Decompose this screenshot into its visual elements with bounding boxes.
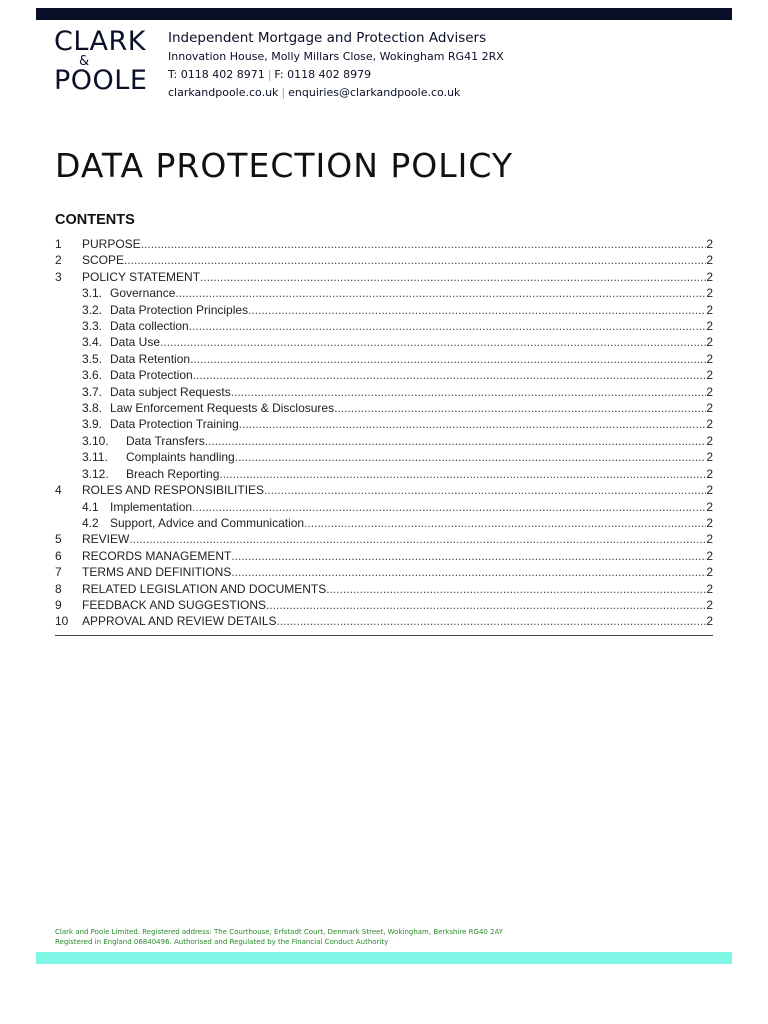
toc-dot-leader — [326, 581, 706, 597]
toc-entry-label: Implementation — [110, 499, 193, 514]
toc-entry-label: Law Enforcement Requests & Disclosures — [110, 401, 335, 416]
toc-dot-leader — [219, 466, 706, 482]
toc-entry-page: 2 — [706, 237, 713, 251]
toc-entry-label: RELATED LEGISLATION AND DOCUMENTS — [82, 581, 327, 596]
toc-entry[interactable] — [55, 433, 713, 449]
toc-entry-number: 1 — [55, 237, 62, 251]
toc-entry[interactable] — [55, 384, 713, 400]
toc-dot-leader — [248, 302, 706, 318]
toc-entry-number: 3.3. — [82, 319, 103, 334]
toc-entry-number: 3.5. — [82, 351, 103, 366]
toc-dot-leader — [239, 416, 707, 432]
toc-dot-leader — [193, 367, 707, 383]
toc-entry[interactable] — [55, 531, 713, 547]
toc-entry-label: Data Protection Training — [110, 417, 239, 432]
toc-entry-number: 3.7. — [82, 384, 103, 399]
toc-entry-label: RECORDS MANAGEMENT — [82, 548, 232, 563]
toc-entry[interactable] — [55, 252, 713, 268]
toc-entry-page: 2 — [706, 368, 713, 383]
toc-entry-page: 2 — [706, 433, 713, 448]
toc-entry[interactable] — [55, 548, 713, 564]
toc-dot-leader — [264, 482, 706, 498]
toc-entry-label: Support, Advice and Communication — [110, 515, 305, 530]
toc-entry[interactable] — [55, 367, 713, 383]
toc-entry-number: 7 — [55, 565, 62, 580]
toc-entry-page: 2 — [706, 253, 713, 268]
toc-entry-label: Data collection — [110, 319, 189, 334]
toc-entry-number: 2 — [55, 253, 62, 268]
logo-word-clark: CLARK — [54, 26, 146, 57]
toc-entry[interactable] — [55, 581, 713, 597]
toc-entry-label: Complaints handling — [126, 450, 235, 465]
toc-entry[interactable] — [55, 416, 713, 432]
logo-word-poole: POOLE — [54, 65, 148, 96]
toc-entry-page: 2 — [706, 466, 713, 481]
toc-dot-leader — [231, 548, 706, 564]
toc-entry[interactable] — [55, 597, 713, 613]
company-phone: T: 0118 402 8971 — [168, 68, 265, 81]
toc-entry-label: Breach Reporting — [126, 466, 220, 481]
toc-entry-page: 2 — [706, 597, 713, 612]
toc-entry[interactable] — [55, 236, 713, 252]
toc-entry-number: 5 — [55, 532, 62, 547]
toc-entry[interactable] — [55, 285, 713, 301]
table-of-contents — [55, 236, 713, 636]
toc-entry-page: 2 — [706, 351, 713, 366]
toc-entry[interactable] — [55, 269, 713, 285]
toc-entry-number: 10 — [55, 614, 69, 629]
toc-entry-page: 2 — [706, 269, 713, 284]
toc-entry[interactable] — [55, 302, 713, 318]
toc-entry-label: ROLES AND RESPONSIBILITIES — [82, 483, 265, 498]
toc-entry-label: Data Protection — [110, 368, 193, 383]
toc-entry-number: 3.1. — [82, 286, 103, 301]
toc-entry-number: 3.2. — [82, 302, 103, 317]
toc-entry-label: SCOPE — [82, 253, 125, 268]
header-bar — [36, 8, 732, 20]
toc-entry-page: 2 — [706, 319, 713, 334]
company-phone-line — [168, 66, 504, 84]
toc-dot-leader — [235, 449, 707, 465]
company-email-link[interactable]: enquiries@clarkandpoole.co.uk — [288, 86, 461, 99]
toc-entry-page: 2 — [706, 515, 713, 530]
toc-entry-number: 3.6. — [82, 368, 103, 383]
toc-dot-leader — [129, 531, 706, 547]
toc-entry[interactable] — [55, 499, 713, 515]
toc-entry-page: 2 — [706, 417, 713, 432]
document-title: DATA PROTECTION POLICY — [55, 146, 514, 185]
toc-entry[interactable] — [55, 318, 713, 334]
toc-entry-label: POLICY STATEMENT — [82, 269, 201, 284]
separator: | — [267, 68, 272, 81]
toc-entry-number: 3.4. — [82, 335, 103, 350]
toc-entry-label: Data Retention — [110, 351, 191, 366]
separator: | — [281, 86, 286, 99]
toc-dot-leader — [277, 613, 707, 629]
letterhead-details — [168, 28, 504, 102]
toc-entry-page: 2 — [706, 450, 713, 465]
toc-entry-label: APPROVAL AND REVIEW DETAILS — [82, 614, 277, 629]
toc-entry-label: REVIEW — [82, 532, 130, 547]
toc-entry-page: 2 — [706, 499, 713, 514]
toc-entry-number: 9 — [55, 597, 62, 612]
toc-entry[interactable] — [55, 564, 713, 580]
toc-dot-leader — [231, 384, 707, 400]
toc-entry-page: 2 — [706, 286, 713, 301]
toc-entry-page: 2 — [706, 565, 713, 580]
toc-entry[interactable] — [55, 613, 713, 629]
company-address: Innovation House, Molly Millars Close, Wokingham RG41 2RX — [168, 50, 504, 63]
footer-line-registration: Registered in England 06840496. Authorised and Regulated by the Financial Conduct Authority — [55, 937, 389, 946]
toc-dot-leader — [175, 285, 706, 301]
toc-entry-label: Data Transfers — [126, 433, 205, 448]
toc-entry-page: 2 — [706, 548, 713, 563]
footer-line-address: Clark and Poole Limited. Registered address: The Courthouse, Erfstadt Court, Denmark Street, Wokingham, Berkshire RG40 2AY — [55, 928, 504, 936]
toc-entry[interactable] — [55, 515, 713, 531]
toc-entry-label: TERMS AND DEFINITIONS — [82, 565, 232, 580]
toc-dot-leader — [200, 269, 706, 285]
toc-entry-label: FEEDBACK AND SUGGESTIONS — [82, 597, 267, 612]
toc-entry-label: Data Protection Principles — [110, 302, 249, 317]
toc-entry-number: 3 — [55, 269, 62, 284]
logo-ampersand: & — [79, 54, 90, 69]
toc-dot-leader — [192, 499, 706, 515]
toc-entry[interactable] — [55, 351, 713, 367]
toc-entry-number: 4.1 — [82, 499, 99, 514]
toc-entry-label: Governance — [110, 286, 176, 301]
toc-entry-page: 2 — [706, 384, 713, 399]
toc-entry-number: 4.2 — [82, 515, 99, 530]
toc-entry-label: PURPOSE — [82, 237, 141, 251]
toc-entry-number: 3.11. — [82, 450, 108, 465]
toc-entry-number: 6 — [55, 548, 62, 563]
toc-entry-page: 2 — [706, 483, 713, 498]
footer-registration — [55, 928, 503, 947]
toc-dot-leader — [141, 236, 707, 252]
toc-entry[interactable] — [55, 334, 713, 350]
toc-entry-page: 2 — [706, 581, 713, 596]
company-logo — [54, 28, 154, 94]
toc-dot-leader — [205, 433, 707, 449]
toc-entry-page: 2 — [706, 302, 713, 317]
footer-bar — [36, 952, 732, 964]
toc-dot-leader — [189, 318, 707, 334]
toc-dot-leader — [190, 351, 706, 367]
toc-entry-number: 3.8. — [82, 401, 103, 416]
toc-entry[interactable] — [55, 482, 713, 498]
toc-dot-leader — [160, 334, 706, 350]
toc-entry-number: 3.10. — [82, 433, 109, 448]
toc-entry-number: 8 — [55, 581, 62, 596]
toc-dot-leader — [334, 400, 706, 416]
company-fax: F: 0118 402 8979 — [274, 68, 372, 81]
toc-entry-page: 2 — [706, 614, 713, 629]
toc-dot-leader — [124, 252, 706, 268]
toc-entry-page: 2 — [706, 401, 713, 416]
toc-entry[interactable] — [55, 449, 713, 465]
contents-heading: CONTENTS — [55, 212, 135, 228]
toc-dot-leader — [266, 597, 706, 613]
toc-entry-label: Data subject Requests — [110, 384, 231, 399]
toc-entry-label: Data Use — [110, 335, 161, 350]
company-tagline: Independent Mortgage and Protection Advisers — [168, 30, 487, 46]
toc-entry[interactable] — [55, 400, 713, 416]
company-web-line — [168, 84, 504, 102]
toc-entry-page: 2 — [706, 335, 713, 350]
toc-entry-number: 3.12. — [82, 466, 109, 481]
toc-entry[interactable] — [55, 466, 713, 482]
toc-entry-number: 4 — [55, 483, 62, 498]
toc-entry-page: 2 — [706, 532, 713, 547]
toc-dot-leader — [304, 515, 706, 531]
toc-dot-leader — [231, 564, 706, 580]
company-website-link[interactable]: clarkandpoole.co.uk — [168, 86, 279, 99]
toc-entry-number: 3.9. — [82, 417, 103, 432]
